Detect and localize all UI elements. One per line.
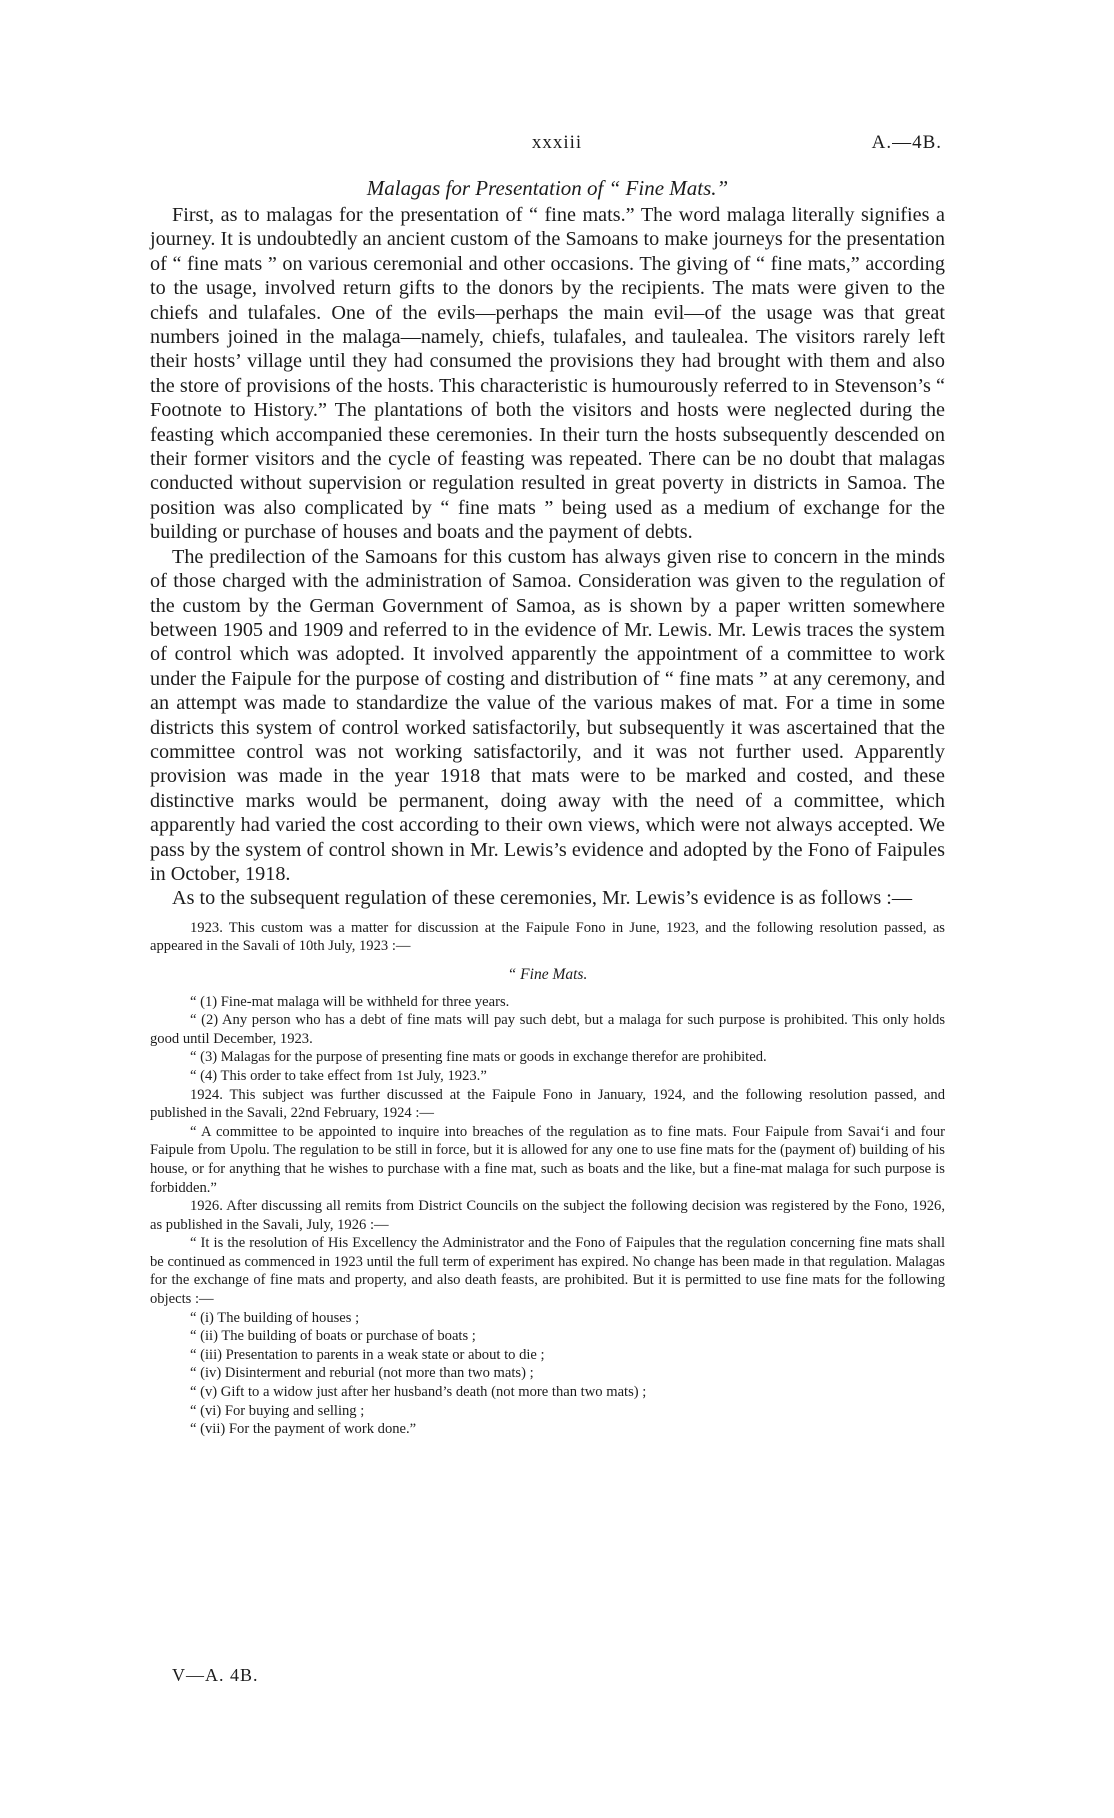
- resolution-item: “ (4) This order to take effect from 1st July, 1923.”: [190, 1067, 487, 1084]
- permitted-object: “ (v) Gift to a widow just after her husband’s death (not more than two mats) ;: [190, 1384, 647, 1401]
- resolution-item: “ (3) Malagas for the purpose of presenting fine mats or goods in exchange therefor are prohibited.: [190, 1049, 767, 1066]
- permitted-object: “ (i) The building of houses ;: [190, 1309, 360, 1326]
- section-title: Malagas for Presentation of “ Fine Mats.”: [366, 176, 729, 200]
- paragraph-evidence-intro: As to the subsequent regulation of these ceremonies, Mr. Lewis’s evidence is as follows :—: [172, 887, 913, 910]
- resolution-item: “ (2) Any person who has a debt of fine mats will pay such debt, but a malaga for such purpose is prohibited. This only holds good until December, 1923.: [150, 1012, 945, 1047]
- permitted-object: “ (vii) For the payment of work done.”: [190, 1421, 417, 1438]
- permitted-object: “ (iii) Presentation to parents in a weak state or about to die ;: [190, 1346, 545, 1363]
- evidence-1923: 1923. This custom was a matter for discussion at the Faipule Fono in June, 1923, and the following resolution passed, as appeared in the Savali of 10th July, 1923 :—: [150, 919, 945, 955]
- page-signature: V—A. 4B.: [172, 1665, 259, 1685]
- permitted-object: “ (vi) For buying and selling ;: [190, 1402, 365, 1419]
- evidence-1926-quote: “ It is the resolution of His Excellency the Administrator and the Fono of Faipules that the regulation concerning fine mats shall be continued as commenced in 1923 until the full term of experiment has expired. No change has been made in that regulation. Malagas for the exchange of fine mats and property, and also death feasts, are prohibited. But it is permitted to use fine mats for the following objects :—: [150, 1235, 945, 1308]
- evidence-1924-quote: “ A committee to be appointed to inquire into breaches of the regulation as to fine mats. Four Faipule from Savai‘i and four Faipule from Upolu. The regulation to be still in force, but it is allowed for any one to use fine mats for the (payment of) building of his house, or for anything that he wishes to purchase with a fine mat, such as boats and the like, but a fine-mat malaga for such purpose is forbidden.”: [150, 1123, 945, 1196]
- evidence-1924: 1924. This subject was further discussed at the Faipule Fono in January, 1924, and the following resolution passed, and published in the Savali, 22nd February, 1924 :—: [150, 1086, 945, 1122]
- document-reference: A.—4B.: [871, 132, 942, 153]
- page-content: [150, 175, 945, 1439]
- paragraph-malagas-intro: First, as to malagas for the presentation of “ fine mats.” The word malaga literally signifies a journey. It is undoubtedly an ancient custom of the Samoans to make journeys for the presentation of “ fine mats ” on various ceremonial and other occasions. The giving of “ fine mats,” according to the usage, involved return gifts to the donors by the recipients. The mats were given to the chiefs and tulafales. One of the evils—perhaps the main evil—of the usage was that great numbers joined in the malaga—namely, chiefs, tulafales, and taulealea. The visitors rarely left their hosts’ village until they had consumed the provisions they had brought with them and also the store of provisions of the hosts. This characteristic is humourously referred to in Stevenson’s “ Footnote to History.” The plantations of both the visitors and hosts were neglected during the feasting which accompanied these ceremonies. In their turn the hosts subsequently descended on their former visitors and the cycle of feasting was repeated. There can be no doubt that malagas conducted without supervision or regulation resulted in great poverty in districts in Samoa. The position was also complicated by “ fine mats ” being used as a medium of exchange for the building or purchase of houses and boats and the payment of debts.: [150, 204, 945, 544]
- resolution-item: “ (1) Fine-mat malaga will be withheld for three years.: [190, 993, 510, 1010]
- page-header: [0, 132, 1114, 158]
- paragraph-regulation-history: The predilection of the Samoans for this custom has always given rise to concern in the minds of those charged with the administration of Samoa. Consideration was given to the regulation of the custom by the German Government of Samoa, as is shown by a paper written somewhere between 1905 and 1909 and referred to in the evidence of Mr. Lewis. Mr. Lewis traces the system of control which was adopted. It involved apparently the appointment of a committee to work under the Faipule for the purpose of costing and distribution of “ fine mats ” at any ceremony, and an attempt was made to standardize the value of the various makes of mat. For a time in some districts this system of control worked satisfactorily, but subsequently it was ascertained that the committee control was not working satisfactorily, and it was not further used. Apparently provision was made in the year 1918 that mats were to be marked and costed, and these distinctive marks would be permanent, doing away with the need of a committee, which apparently had varied the cost according to their own views, which were not always accepted. We pass by the system of control shown in Mr. Lewis’s evidence and adopted by the Fono of Faipules in October, 1918.: [150, 545, 945, 885]
- permitted-object: “ (iv) Disinterment and reburial (not more than two mats) ;: [190, 1365, 534, 1382]
- evidence-1926: 1926. After discussing all remits from District Councils on the subject the following decision was registered by the Fono, 1926, as published in the Savali, July, 1926 :—: [150, 1198, 945, 1233]
- evidence-block: [150, 911, 945, 1439]
- page-number: xxxiii: [531, 132, 583, 153]
- permitted-object: “ (ii) The building of boats or purchase of boats ;: [190, 1328, 476, 1345]
- fine-mats-heading: “ Fine Mats.: [507, 965, 588, 983]
